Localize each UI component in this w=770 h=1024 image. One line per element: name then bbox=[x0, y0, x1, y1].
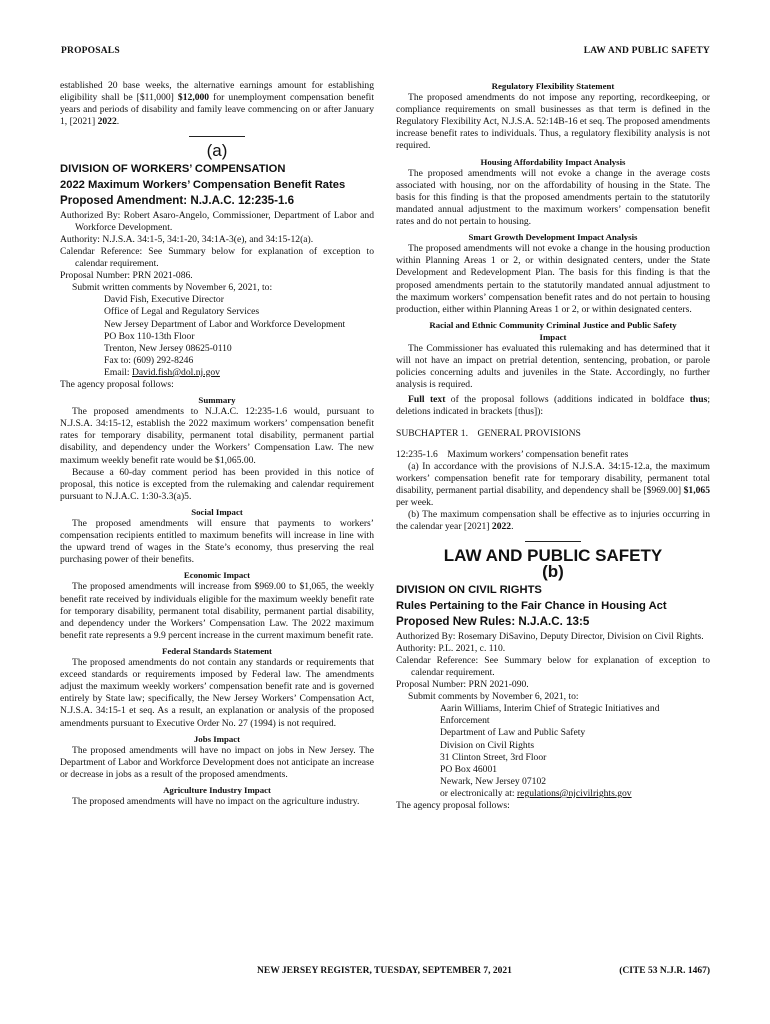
summary-paragraph-2: Because a 60-day comment period has been provided in this notice of proposal, this notice is excepted from the rulemaking and calendar requirement pursuant to N.J.A.C. 1:30-3.3(a)5. bbox=[60, 466, 374, 502]
economic-impact-paragraph: The proposed amendments will increase from $969.00 to $1,065, the weekly benefit rate received by individuals eligible for the maximum weekly benefit rate for temporary disability, permanent total disability, permanent partial disability, and dependency under the Workers’ Compensation Law. The 2022 maximum benefit rate represents a 9.9 percent increase in the current maximum benefit rate. bbox=[60, 581, 374, 641]
smart-growth-heading: Smart Growth Development Impact Analysis bbox=[468, 232, 638, 243]
intro-text-a: established 20 base weeks, the alternative earnings amount for establishing eligibility shall be [$11,000] bbox=[60, 80, 374, 104]
housing-affordability-heading: Housing Affordability Impact Analysis bbox=[480, 156, 626, 167]
social-impact-heading: Social Impact bbox=[191, 506, 243, 517]
email-label: Email: bbox=[104, 366, 132, 378]
proposal-number: Proposal Number: PRN 2021-086. bbox=[60, 270, 193, 282]
address-line: Office of Legal and Regulatory Services bbox=[104, 306, 260, 318]
running-header-left: PROPOSALS bbox=[61, 46, 120, 56]
department-title: LAW AND PUBLIC SAFETY bbox=[443, 546, 663, 566]
federal-standards-heading: Federal Standards Statement bbox=[162, 645, 272, 656]
authorized-by: Authorized By: Rosemary DiSavino, Deputy Director, Division on Civil Rights. bbox=[396, 630, 704, 642]
calendar-reference: Calendar Reference: See Summary below for explanation of exception to calendar requirement. bbox=[60, 245, 374, 270]
subchapter-heading: SUBCHAPTER 1. GENERAL PROVISIONS bbox=[396, 427, 581, 439]
left-column bbox=[60, 80, 374, 808]
section-divider bbox=[189, 136, 245, 137]
email-link[interactable]: regulations@njcivilrights.gov bbox=[516, 787, 632, 799]
agency-proposal-follows: The agency proposal follows: bbox=[396, 799, 510, 811]
jobs-impact-paragraph: The proposed amendments will have no impact on jobs in New Jersey. The Department of Labor and Workforce Development does not anticipate an increase or decrease in jobs as a result of the proposed amendments. bbox=[60, 744, 374, 780]
full-text-b: of the proposal follows (additions indicated in boldface bbox=[445, 394, 690, 406]
address-line: 31 Clinton Street, 3rd Floor bbox=[440, 751, 547, 763]
intro-text-d: 2022 bbox=[97, 116, 117, 128]
calendar-reference: Calendar Reference: See Summary below for explanation of exception to calendar requirement. bbox=[396, 654, 710, 678]
running-header-right: LAW AND PUBLIC SAFETY bbox=[583, 46, 710, 56]
social-impact-paragraph: The proposed amendments will ensure that payments to workers’ compensation recipients entitled to maximum benefits will increase in line with the upward trend of wages in the State’s economy, thus preserving the real purchasing power of their benefits. bbox=[60, 518, 374, 566]
regulatory-flexibility-paragraph: The proposed amendments do not impose any reporting, recordkeeping, or compliance requirements on small businesses as that term is defined in the Regulatory Flexibility Act, N.J.S.A. 52:14B-16 et seq. The proposed amendments increase benefit rates to individuals. Thus, a regulatory flexibility analysis is not required. bbox=[396, 92, 710, 152]
paragraph-b-text-1: (b) The maximum compensation shall be effective as to injuries occurring in the calendar year [2021] bbox=[396, 509, 710, 533]
address-line: Trenton, New Jersey 08625-0110 bbox=[104, 342, 232, 354]
agency-proposal-follows: The agency proposal follows: bbox=[60, 378, 174, 390]
section-divider bbox=[525, 541, 581, 542]
address-line: Aarin Williams, Interim Chief of Strategic Initiatives and Enforcement bbox=[440, 703, 660, 727]
rule-title: 2022 Maximum Workers’ Compensation Benefit Rates bbox=[60, 178, 346, 191]
address-block bbox=[60, 294, 374, 379]
paragraph-b-text-2: 2022 bbox=[491, 521, 512, 533]
division-heading: DIVISION OF WORKERS’ COMPENSATION bbox=[60, 163, 286, 176]
intro-text-e: . bbox=[116, 116, 120, 128]
intro-paragraph bbox=[60, 80, 374, 128]
rule-title: Rules Pertaining to the Fair Chance in Housing Act bbox=[396, 599, 667, 612]
address-line: Department of Law and Public Safety bbox=[440, 727, 586, 739]
division-heading: DIVISION ON CIVIL RIGHTS bbox=[396, 584, 542, 597]
housing-affordability-paragraph: The proposed amendments will not evoke a change in the average costs associated with housing, nor on the affordability of housing in the State. The basis for this finding is that the proposed amendments pertain to the statutorily mandated annual adjustment to the maximum workers’ compensation benefit rates and do not pertain to housing. bbox=[396, 167, 710, 228]
jobs-impact-heading: Jobs Impact bbox=[193, 733, 241, 744]
paragraph-a bbox=[396, 461, 710, 509]
full-text-note bbox=[396, 394, 710, 418]
agriculture-impact-heading: Agriculture Industry Impact bbox=[163, 784, 271, 795]
authority: Authority: N.J.S.A. 34:1-5, 34:1-20, 34:1A-3(e), and 34:15-12(a). bbox=[60, 233, 314, 245]
summary-paragraph-1: The proposed amendments to N.J.A.C. 12:235-1.6 would, pursuant to N.J.S.A. 34:15-12, establish the 2022 maximum workers’ compensation benefit rates for temporary disability, permanent total disability, permanent partial disability, and dependency under the Workers’ Compensation Law. The new maximum weekly benefit rate would be $1,065.00. bbox=[60, 406, 374, 466]
intro-text-c: for unemployment compensation benefit years and periods of disability and family leave commencing on or after January 1, [2021] bbox=[60, 92, 374, 128]
email-line bbox=[104, 367, 374, 379]
intro-text-b: $12,000 bbox=[177, 92, 210, 104]
full-text-label: Full text bbox=[408, 394, 446, 406]
address-line: PO Box 46001 bbox=[440, 763, 498, 775]
proposed-amendment-heading: Proposed Amendment: N.J.A.C. 12:235-1.6 bbox=[60, 193, 295, 207]
section-heading: 12:235-1.6 Maximum workers’ compensation benefit rates bbox=[396, 448, 629, 460]
address-line: New Jersey Department of Labor and Workforce Development bbox=[104, 318, 346, 330]
email-label: or electronically at: bbox=[440, 787, 517, 799]
section-letter-b: (b) bbox=[542, 562, 564, 582]
summary-heading: Summary bbox=[198, 395, 236, 406]
submit-comments: Submit comments by November 6, 2021, to: bbox=[408, 691, 579, 703]
address-line: Newark, New Jersey 07102 bbox=[440, 775, 547, 787]
smart-growth-paragraph: The proposed amendments will not evoke a change in the housing production within Planning Areas 1 or 2, or within designated centers, under the State Development and Redevelopment Plan. The basis for this finding is that the proposed amendments pertain to the statutorily mandated annual adjustment to the maximum workers’ compensation benefit rates and do not pertain to housing production, either within Planning Areas 1 or 2, or within designated centers. bbox=[396, 243, 710, 315]
footer-cite: (CITE 53 N.J.R. 1467) bbox=[619, 966, 710, 976]
proposal-number: Proposal Number: PRN 2021-090. bbox=[396, 679, 529, 691]
proposed-rules-heading: Proposed New Rules: N.J.A.C. 13:5 bbox=[396, 614, 590, 628]
federal-standards-paragraph: The proposed amendments do not contain any standards or requirements that exceed standards or requirements imposed by Federal law. The amendments adjust the maximum weekly workers’ compensation benefit rate and is governed entirely by State law; specifically, the New Jersey Workers’ Compensation Act, N.J.S.A. 34:15-1 et seq. As a result, an explanation or analysis of the proposed amendments pursuant to Executive Order No. 27 (1994) is not required. bbox=[60, 657, 374, 729]
address-line: David Fish, Executive Director bbox=[104, 294, 224, 306]
section-letter-a: (a) bbox=[206, 141, 228, 161]
address-line: Division on Civil Rights bbox=[440, 739, 535, 751]
regulatory-flexibility-heading: Regulatory Flexibility Statement bbox=[491, 81, 615, 91]
paragraph-b-text-3: . bbox=[511, 521, 514, 533]
authority: Authority: P.L. 2021, c. 110. bbox=[396, 642, 506, 654]
economic-impact-heading: Economic Impact bbox=[183, 570, 251, 581]
authorized-by: Authorized By: Robert Asaro-Angelo, Commissioner, Department of Labor and Workforce Development. bbox=[60, 209, 374, 233]
paragraph-a-text-3: per week. bbox=[396, 497, 434, 508]
submit-comments: Submit written comments by November 6, 2021, to: bbox=[72, 282, 273, 294]
racial-ethnic-paragraph: The Commissioner has evaluated this rulemaking and has determined that it will not have an impact on pretrial detention, sentencing, probation, or parole policies concerning adults and juveniles in the State. Accordingly, no further analysis is required. bbox=[396, 342, 710, 391]
email-line bbox=[440, 788, 710, 800]
paragraph-b bbox=[396, 509, 710, 533]
address-line: Fax to: (609) 292-8246 bbox=[104, 354, 194, 366]
email-link[interactable]: David.fish@dol.nj.gov bbox=[131, 366, 220, 378]
full-text-d: ; deletions indicated in brackets [thus]): bbox=[396, 394, 710, 418]
paragraph-a-text-2: $1,065 bbox=[683, 484, 710, 496]
racial-ethnic-heading: Racial and Ethnic Community Criminal Justice and Public Safety Impact bbox=[429, 319, 677, 342]
footer-register: NEW JERSEY REGISTER, TUESDAY, SEPTEMBER 7, 2021 bbox=[257, 966, 512, 976]
full-text-thus: thus bbox=[689, 394, 708, 406]
agriculture-impact-paragraph: The proposed amendments will have no impact on the agriculture industry. bbox=[72, 796, 360, 808]
right-column bbox=[396, 80, 710, 812]
paragraph-a-text-1: (a) In accordance with the provisions of N.J.S.A. 34:15-12.a, the maximum workers’ compensation benefit rate for temporary disability, permanent total disability, permanent partial disability, and dependency shall be [$969.00] bbox=[396, 460, 710, 496]
address-block bbox=[396, 703, 710, 800]
address-line: PO Box 110-13th Floor bbox=[104, 330, 195, 342]
